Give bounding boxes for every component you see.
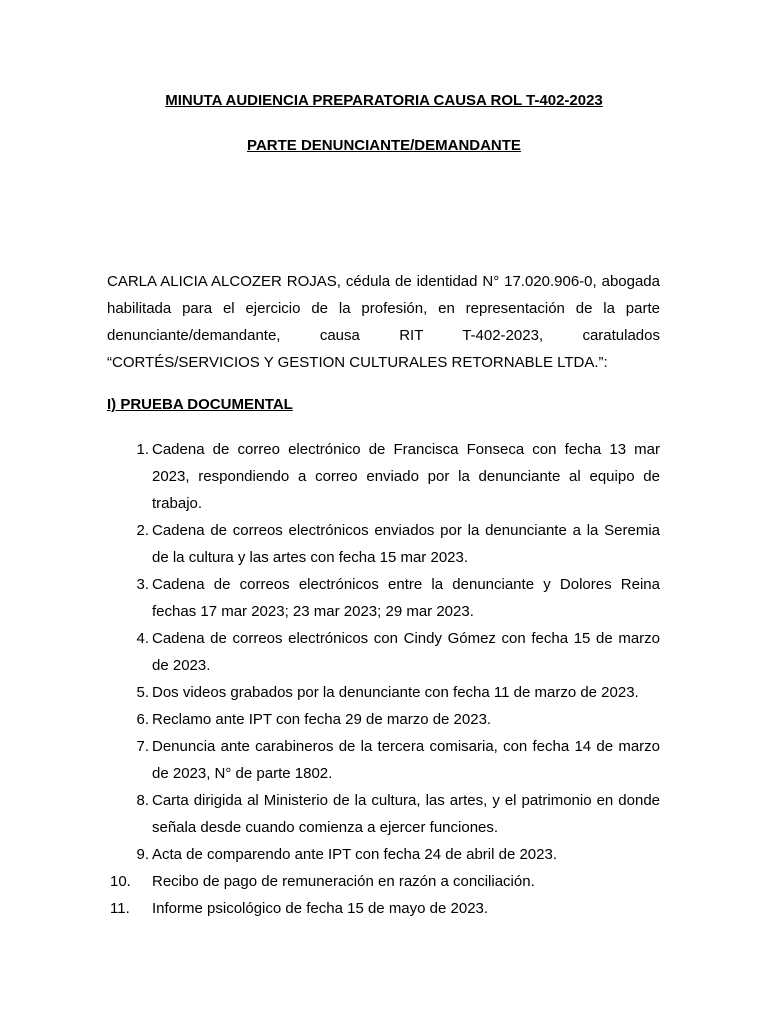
list-item-line: de la cultura y las artes con fecha 15 mar 2023. (152, 549, 469, 566)
list-item-line: de 2023, N° de parte 1802. (152, 765, 333, 782)
list-item-number: 9. (136, 846, 149, 863)
intro-line: “CORTÉS/SERVICIOS Y GESTION CULTURALES RETORNABLE LTDA.”: (107, 354, 608, 371)
list-item-line: fechas 17 mar 2023; 23 mar 2023; 29 mar 2023. (152, 603, 474, 620)
list-item-text (152, 841, 660, 868)
list-item-line: Cadena de correos electrónicos con Cindy Gómez con fecha 15 de marzo (152, 630, 660, 647)
list-item-text (152, 625, 660, 679)
list-item-line: Acta de comparendo ante IPT con fecha 24 de abril de 2023. (152, 846, 557, 863)
list-item-number: 1. (136, 441, 149, 458)
list-item-number: 10. (110, 873, 131, 890)
list-item (107, 679, 660, 706)
list-item-text (152, 706, 660, 733)
list-item-line: 2023, respondiendo a correo enviado por la denunciante al equipo de (152, 468, 660, 485)
document-title: MINUTA AUDIENCIA PREPARATORIA CAUSA ROL T-402-2023 (165, 92, 603, 109)
list-item-line: Reclamo ante IPT con fecha 29 de marzo de 2023. (152, 711, 492, 728)
list-item (107, 868, 660, 895)
list-item-number: 2. (136, 522, 149, 539)
section-heading: I) PRUEBA DOCUMENTAL (107, 396, 293, 413)
intro-paragraph (107, 268, 660, 376)
evidence-list (107, 436, 660, 922)
list-item-number: 3. (136, 576, 149, 593)
list-item (107, 841, 660, 868)
document-subtitle: PARTE DENUNCIANTE/DEMANDANTE (247, 137, 521, 154)
list-item-text (152, 436, 660, 517)
list-item-number: 5. (136, 684, 149, 701)
list-item-text (152, 679, 660, 706)
list-item-number: 6. (136, 711, 149, 728)
list-item-number: 8. (136, 792, 149, 809)
list-item-text (152, 787, 660, 841)
list-item-line: Carta dirigida al Ministerio de la cultura, las artes, y el patrimonio en donde (152, 792, 660, 809)
list-item-number: 11. (110, 900, 130, 917)
list-item-line: trabajo. (152, 495, 203, 512)
list-item (107, 895, 660, 922)
list-item-line: señala desde cuando comienza a ejercer funciones. (152, 819, 499, 836)
intro-line: CARLA ALICIA ALCOZER ROJAS, cédula de identidad N° 17.020.906-0, abogada (107, 273, 660, 290)
list-item-line: Cadena de correos electrónicos entre la denunciante y Dolores Reina (152, 576, 660, 593)
list-item (107, 436, 660, 517)
list-item-line: Informe psicológico de fecha 15 de mayo de 2023. (152, 900, 489, 917)
list-item (107, 517, 660, 571)
list-item (107, 787, 660, 841)
list-item-line: Recibo de pago de remuneración en razón a conciliación. (152, 873, 535, 890)
list-item (107, 571, 660, 625)
list-item-line: Denuncia ante carabineros de la tercera comisaria, con fecha 14 de marzo (152, 738, 660, 755)
list-item-line: Cadena de correos electrónicos enviados por la denunciante a la Seremia (152, 522, 660, 539)
list-item (107, 625, 660, 679)
list-item-text (152, 895, 660, 922)
list-item-text (152, 517, 660, 571)
list-item (107, 733, 660, 787)
intro-line: habilitada para el ejercicio de la profesión, en representación de la parte (107, 300, 660, 317)
list-item-line: de 2023. (152, 657, 211, 674)
intro-line: denunciante/demandante, causa RIT T-402-2023, caratulados (107, 327, 660, 344)
list-item-text (152, 868, 660, 895)
list-item (107, 706, 660, 733)
list-item-line: Cadena de correo electrónico de Francisca Fonseca con fecha 13 mar (152, 441, 660, 458)
list-item-number: 4. (136, 630, 149, 647)
list-item-text (152, 571, 660, 625)
list-item-text (152, 733, 660, 787)
list-item-number: 7. (136, 738, 149, 755)
list-item-line: Dos videos grabados por la denunciante con fecha 11 de marzo de 2023. (152, 684, 639, 701)
